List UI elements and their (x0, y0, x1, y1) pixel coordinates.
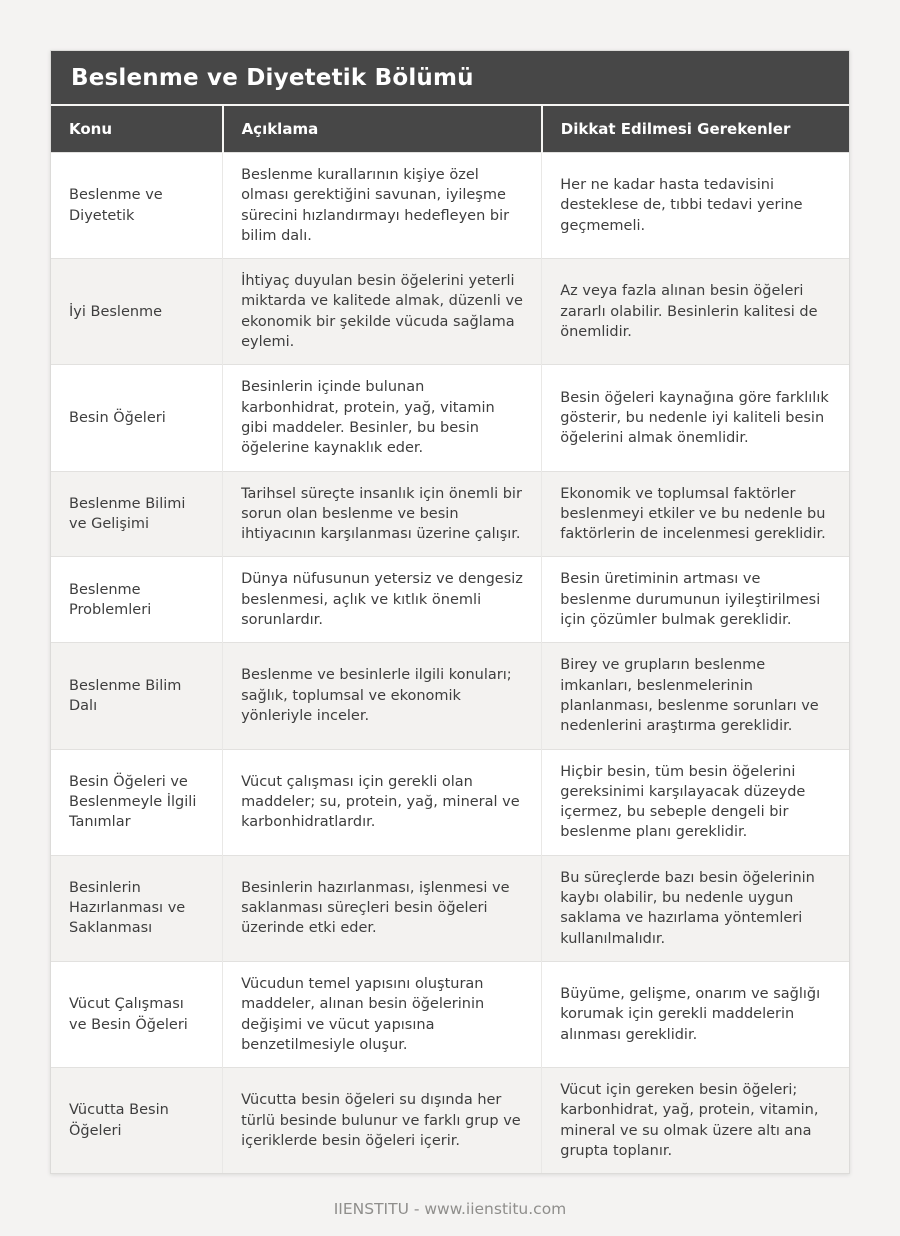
table-row (51, 557, 849, 643)
attention-cell: Vücut için gereken besin öğeleri; karbonhidrat, yağ, protein, vitamin, mineral ve su olmak üzere altı ana grupta toplanır. (542, 1068, 849, 1174)
topic-cell: Vücut Çalışması ve Besin Öğeleri (51, 961, 223, 1067)
attention-cell: Her ne kadar hasta tedavisini desteklese de, tıbbi tedavi yerine geçmemeli. (542, 153, 849, 259)
attention-cell: Az veya fazla alınan besin öğeleri zararlı olabilir. Besinlerin kalitesi de önemlidir. (542, 259, 849, 365)
topic-cell: Beslenme Problemleri (51, 557, 223, 643)
description-cell: Vücudun temel yapısını oluşturan maddeler, alınan besin öğelerinin değişimi ve vücut yapısına benzetilmesiyle oluşur. (223, 961, 542, 1067)
attention-cell: Büyüme, gelişme, onarım ve sağlığı korumak için gerekli maddelerin alınması gereklidir. (542, 961, 849, 1067)
topic-cell: Besinlerin Hazırlanması ve Saklanması (51, 855, 223, 961)
topic-cell: Beslenme Bilim Dalı (51, 643, 223, 749)
topic-cell: Vücutta Besin Öğeleri (51, 1068, 223, 1174)
table-row (51, 153, 849, 259)
header-row (51, 105, 849, 153)
attention-cell: Besin üretiminin artması ve beslenme durumunun iyileştirilmesi için çözümler bulmak gereklidir. (542, 557, 849, 643)
attention-cell: Birey ve grupların beslenme imkanları, beslenmelerinin planlanması, beslenme sorunları ve nedenlerini araştırma gereklidir. (542, 643, 849, 749)
description-cell: Dünya nüfusunun yetersiz ve dengesiz beslenmesi, açlık ve kıtlık önemli sorunlardır. (223, 557, 542, 643)
attention-cell: Ekonomik ve toplumsal faktörler beslenmeyi etkiler ve bu nedenle bu faktörlerin de incelenmesi gereklidir. (542, 471, 849, 557)
attention-cell: Bu süreçlerde bazı besin öğelerinin kaybı olabilir, bu nedenle uygun saklama ve hazırlama yöntemleri kullanılmalıdır. (542, 855, 849, 961)
nutrition-table (51, 104, 849, 1173)
topic-cell: Beslenme Bilimi ve Gelişimi (51, 471, 223, 557)
topic-cell: İyi Beslenme (51, 259, 223, 365)
description-cell: Besinlerin hazırlanması, işlenmesi ve saklanması süreçleri besin öğeleri üzerinde etki eder. (223, 855, 542, 961)
attention-cell: Hiçbir besin, tüm besin öğelerini gereksinimi karşılayacak düzeyde içermez, bu sebeple dengeli bir beslenme planı gereklidir. (542, 749, 849, 855)
topic-cell: Besin Öğeleri ve Beslenmeyle İlgili Tanımlar (51, 749, 223, 855)
description-cell: Tarihsel süreçte insanlık için önemli bir sorun olan beslenme ve besin ihtiyacının karşılanması üzerine çalışır. (223, 471, 542, 557)
table-row (51, 471, 849, 557)
table-row (51, 259, 849, 365)
description-cell: Besinlerin içinde bulunan karbonhidrat, protein, yağ, vitamin gibi maddeler. Besinler, bu besin öğelerine kaynaklık eder. (223, 365, 542, 471)
page-title: Beslenme ve Diyetetik Bölümü (51, 51, 849, 104)
column-header-dikkat: Dikkat Edilmesi Gerekenler (542, 105, 849, 153)
table-row (51, 855, 849, 961)
topic-cell: Beslenme ve Diyetetik (51, 153, 223, 259)
description-cell: Vücut çalışması için gerekli olan maddeler; su, protein, yağ, mineral ve karbonhidratlardır. (223, 749, 542, 855)
column-header-aciklama: Açıklama (223, 105, 542, 153)
table-row (51, 1068, 849, 1174)
description-cell: Beslenme ve besinlerle ilgili konuları; sağlık, toplumsal ve ekonomik yönleriyle inceler. (223, 643, 542, 749)
column-header-konu: Konu (51, 105, 223, 153)
table-row (51, 365, 849, 471)
nutrition-table-card (50, 50, 850, 1174)
description-cell: Vücutta besin öğeleri su dışında her türlü besinde bulunur ve farklı grup ve içeriklerde besin öğeleri içerir. (223, 1068, 542, 1174)
footer-credit: IIENSTITU - www.iienstitu.com (333, 1200, 567, 1219)
description-cell: İhtiyaç duyulan besin öğelerini yeterli miktarda ve kalitede almak, düzenli ve ekonomik bir şekilde vücuda sağlama eylemi. (223, 259, 542, 365)
table-row (51, 643, 849, 749)
attention-cell: Besin öğeleri kaynağına göre farklılık gösterir, bu nedenle iyi kaliteli besin öğelerini almak önemlidir. (542, 365, 849, 471)
table-row (51, 961, 849, 1067)
topic-cell: Besin Öğeleri (51, 365, 223, 471)
description-cell: Beslenme kurallarının kişiye özel olması gerektiğini savunan, iyileşme sürecini hızlandırmayı hedefleyen bir bilim dalı. (223, 153, 542, 259)
table-row (51, 749, 849, 855)
